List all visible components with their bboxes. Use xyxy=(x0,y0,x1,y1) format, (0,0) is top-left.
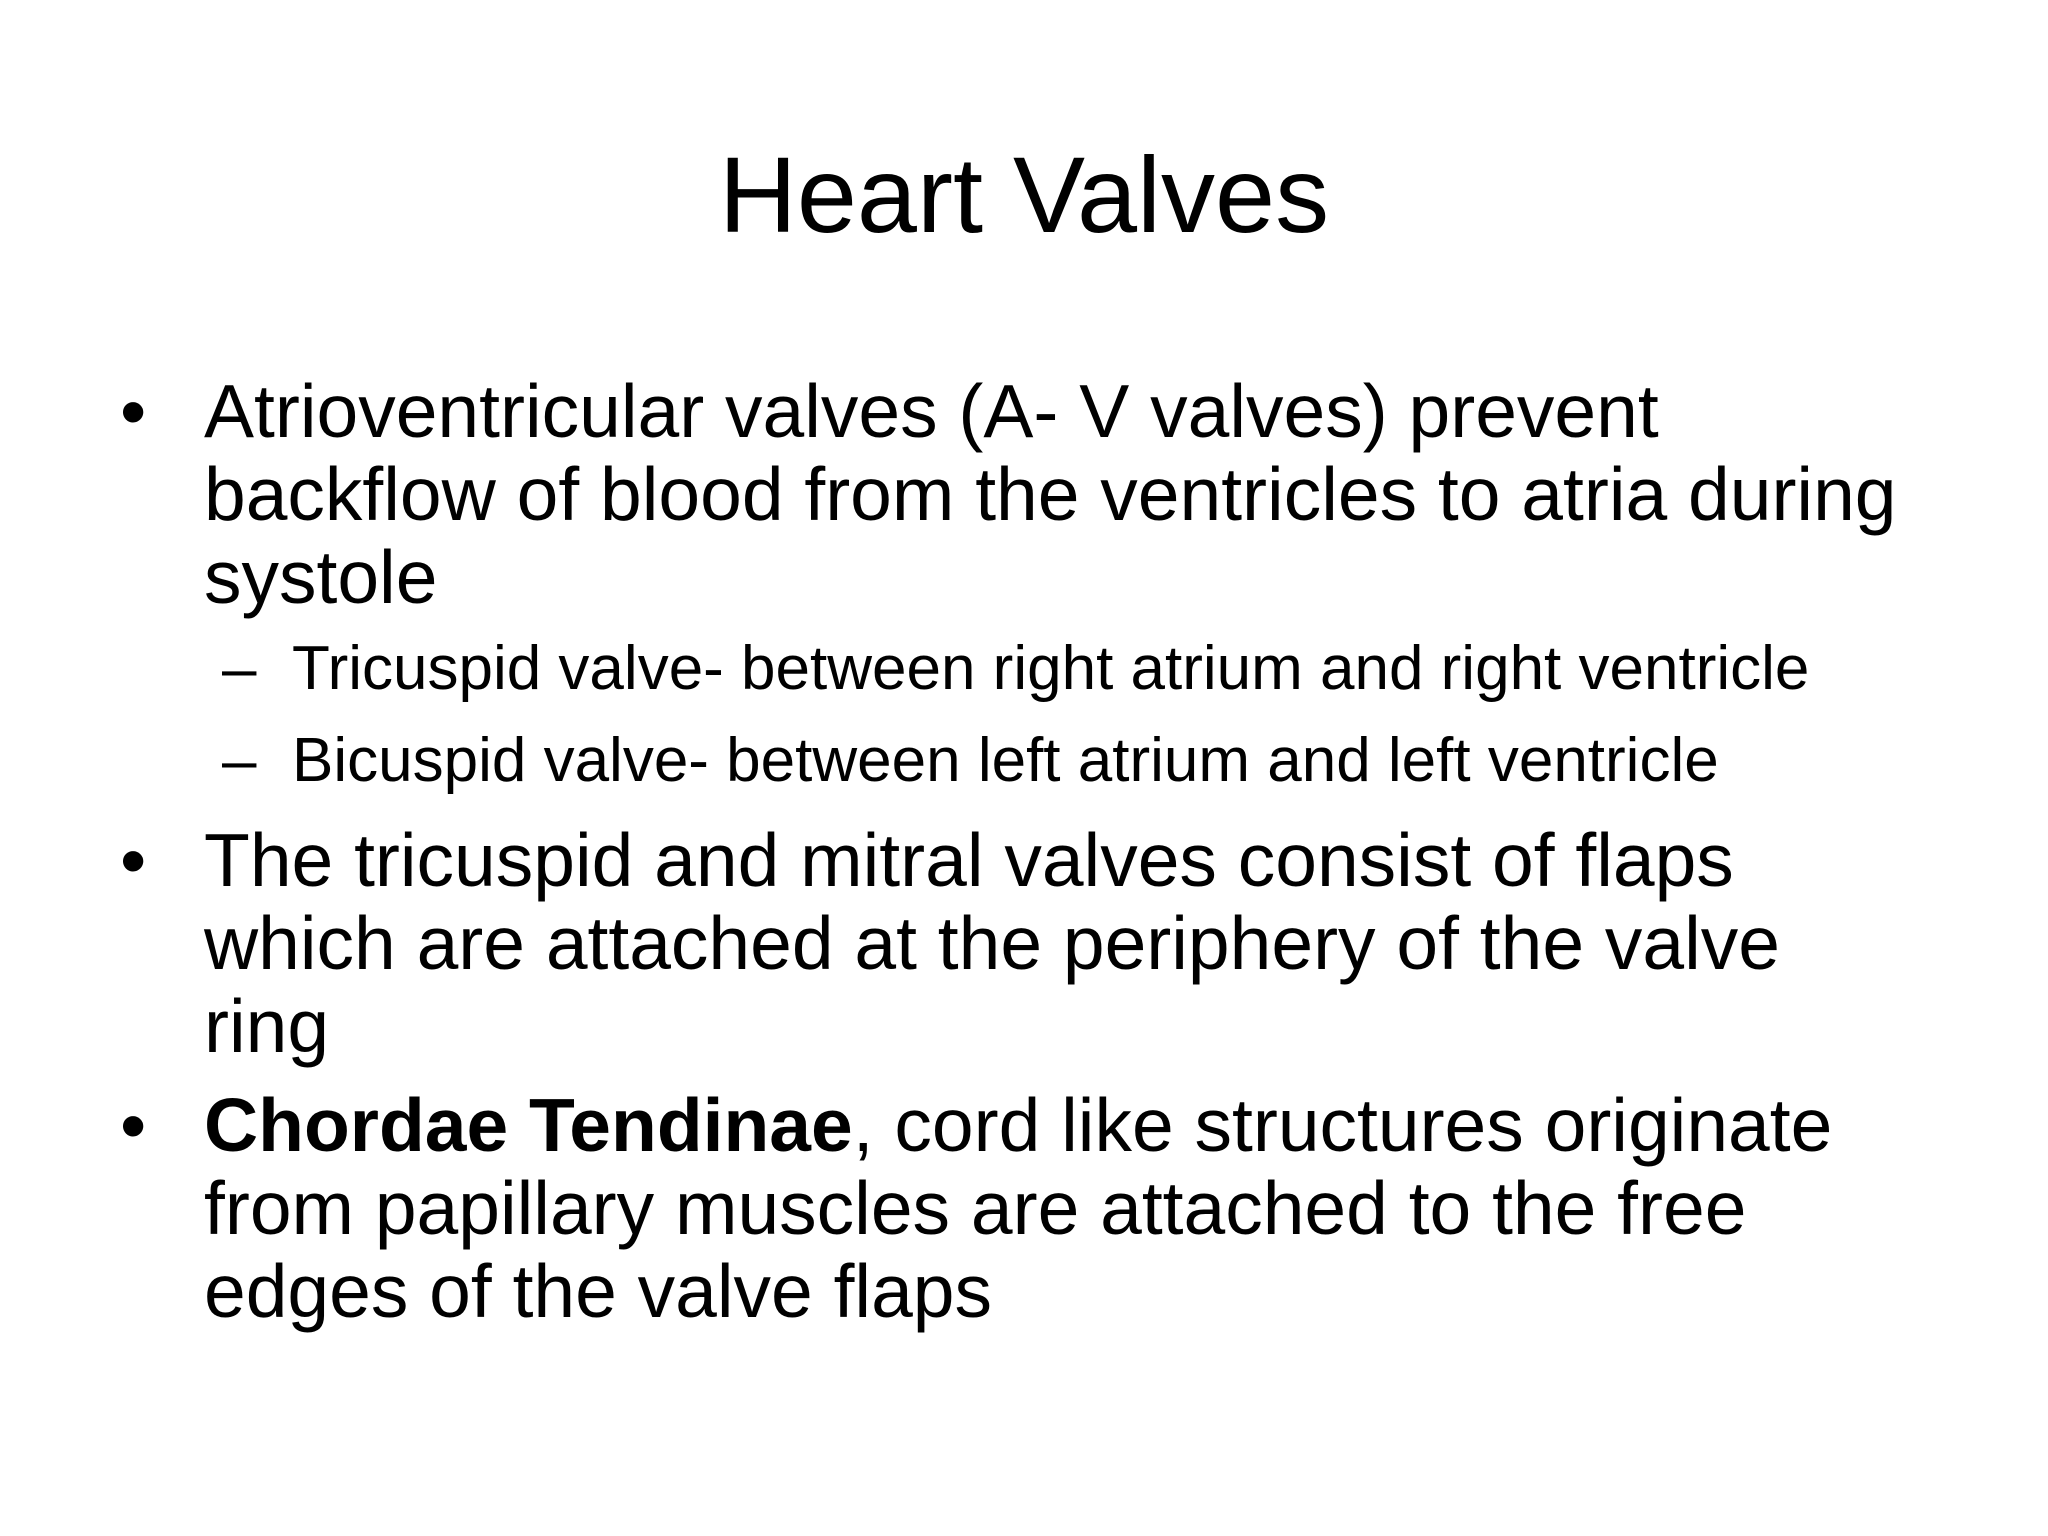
dash-marker: – xyxy=(222,726,257,795)
bullet-marker: • xyxy=(120,818,147,902)
sub-bullet-1 xyxy=(120,635,1920,703)
bullet-point-1 xyxy=(120,370,1920,619)
bullet-point-2 xyxy=(120,819,1920,1068)
bullet-marker: • xyxy=(120,369,147,453)
slide-title: Heart Valves xyxy=(718,134,1330,255)
bullet-point-3-bold-term: Chordae Tendinae xyxy=(204,1083,853,1167)
sub-bullet-2 xyxy=(120,727,1920,795)
bullet-point-3 xyxy=(120,1084,1920,1333)
bullet-point-1-text: Atrioventricular valves (A- V valves) prevent backflow of blood from the ventricles to atria during systole xyxy=(204,369,1897,619)
sub-bullet-1-text: Tricuspid valve- between right atrium and right ventricle xyxy=(292,634,1810,703)
sub-bullet-list xyxy=(120,635,1920,795)
dash-marker: – xyxy=(222,634,257,703)
bullet-point-3-text: , cord like structures originate from papillary muscles are attached to the free edges of the valve flaps xyxy=(204,1083,1833,1333)
sub-bullet-2-text: Bicuspid valve- between left atrium and left ventricle xyxy=(292,726,1719,795)
slide-body xyxy=(120,370,1920,1349)
bullet-marker: • xyxy=(120,1083,147,1167)
bullet-point-2-text: The tricuspid and mitral valves consist of flaps which are attached at the periphery of the valve ring xyxy=(204,818,1780,1068)
